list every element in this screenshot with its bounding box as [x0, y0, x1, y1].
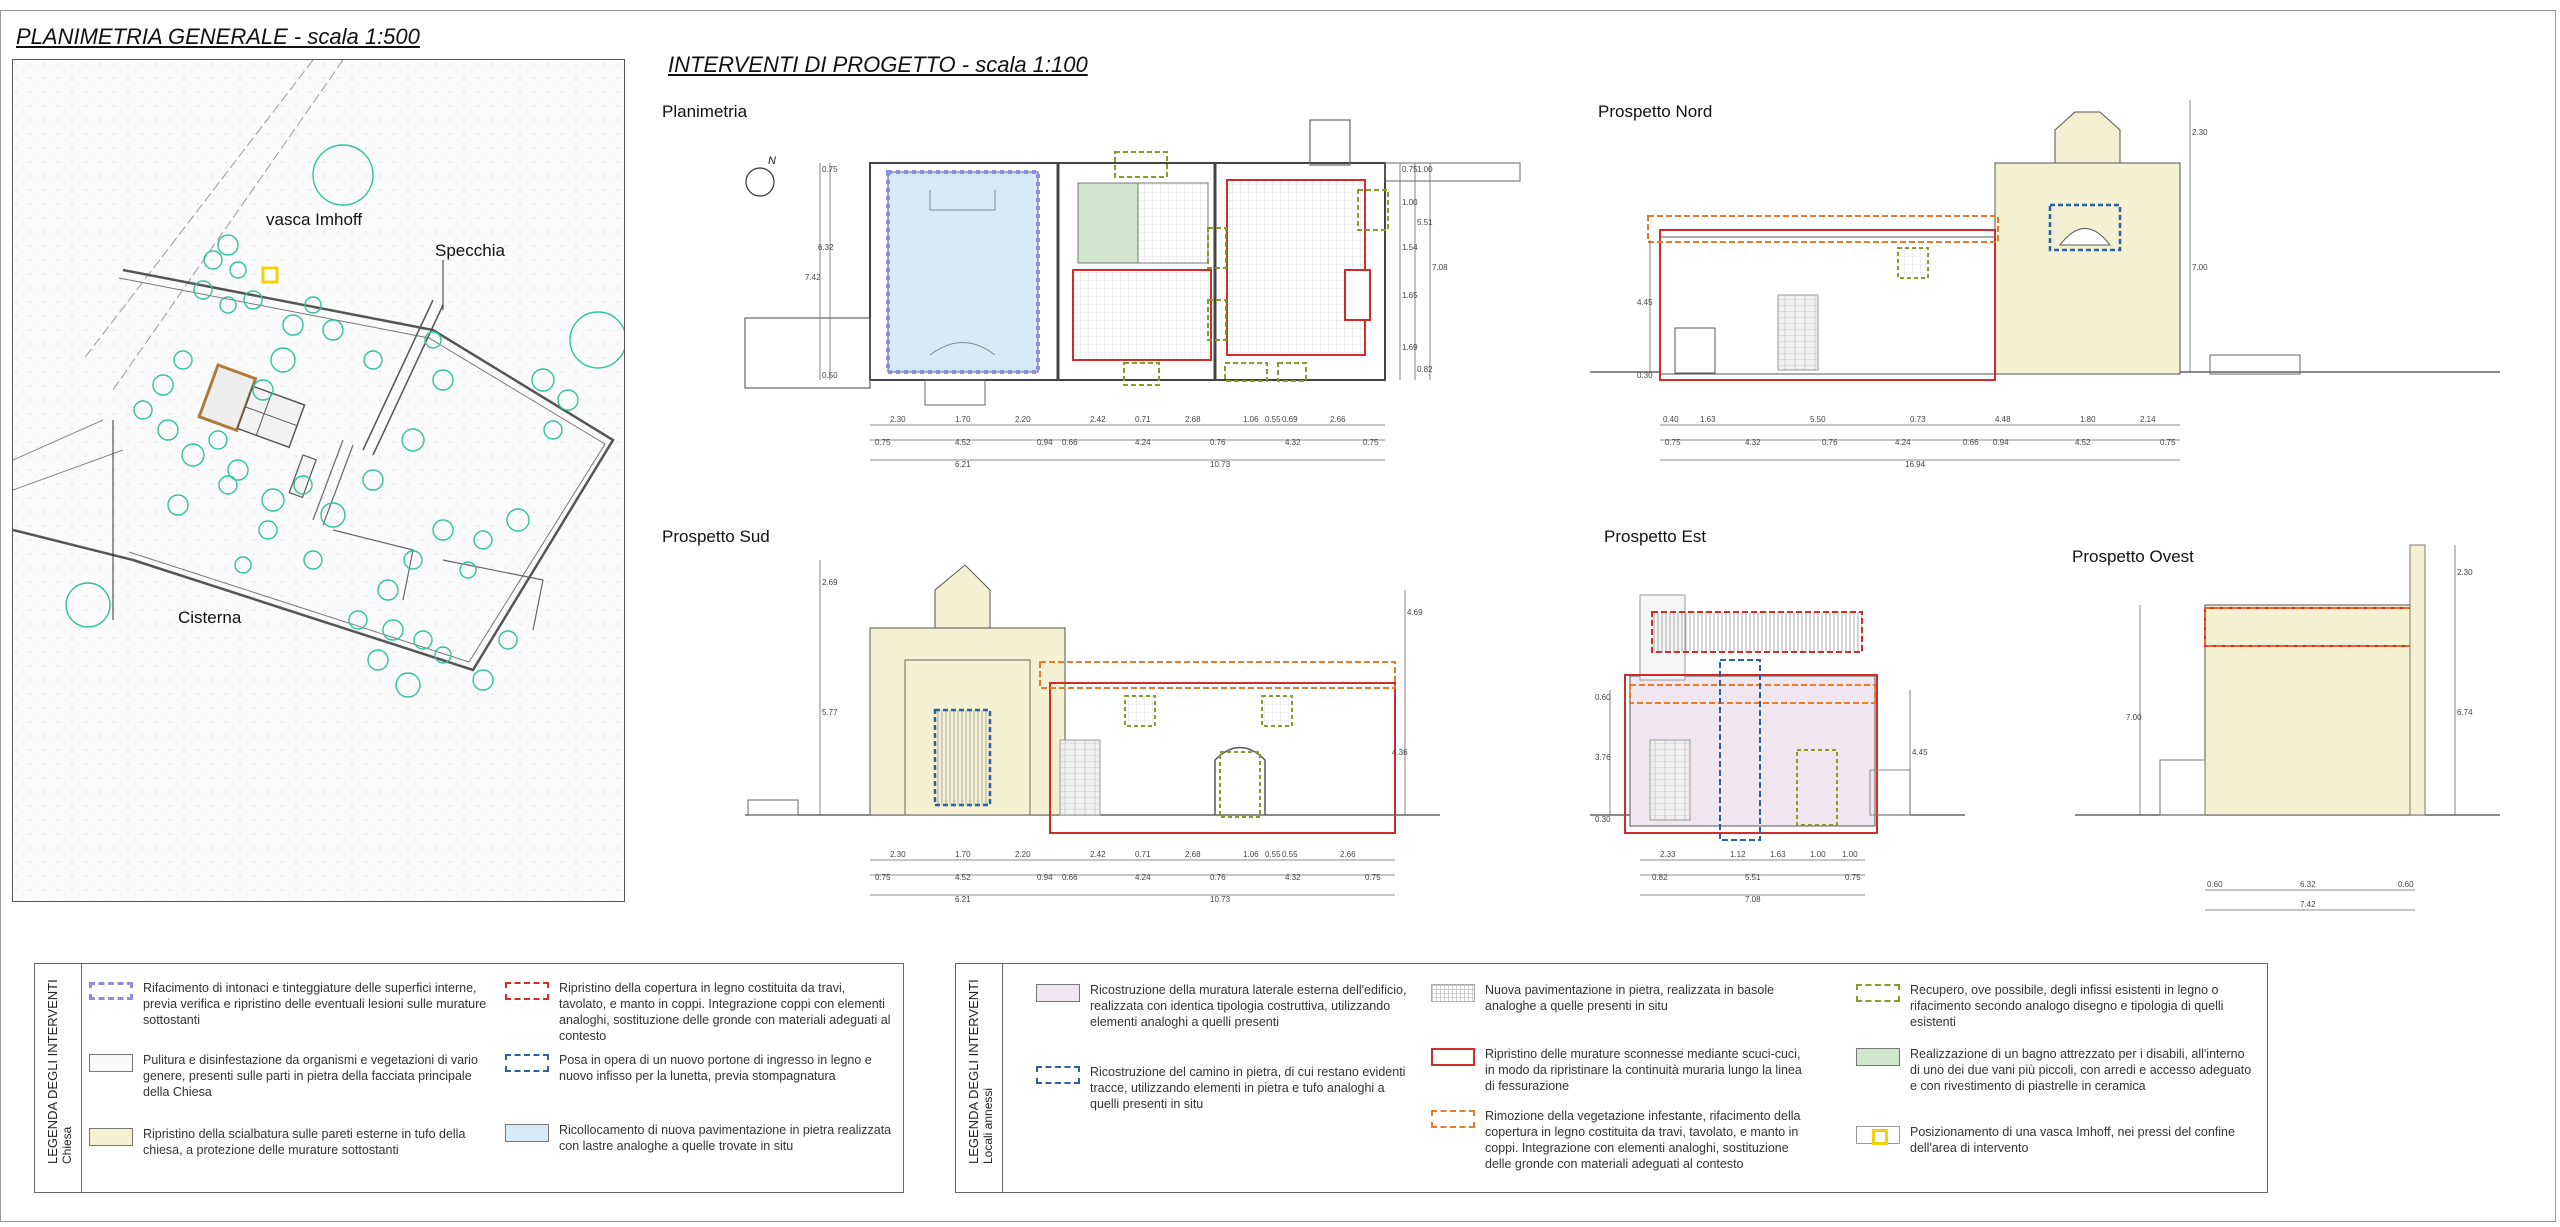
- svg-text:2.69: 2.69: [822, 578, 838, 587]
- svg-text:1.12: 1.12: [1730, 850, 1746, 859]
- svg-text:0.75: 0.75: [1363, 438, 1379, 447]
- svg-text:4.36: 4.36: [1392, 748, 1408, 757]
- legend-locali-item: Realizzazione di un bagno attrezzato per i disabili, all'interno di uno dei due vani più piccoli, con arredi e accesso adeguato e con rivestimento di piastrelle in ceramica: [1856, 1046, 2256, 1094]
- svg-text:4.32: 4.32: [1745, 438, 1761, 447]
- swatch-bagno: [1856, 1048, 1900, 1066]
- svg-text:2.20: 2.20: [1015, 850, 1031, 859]
- svg-text:4.24: 4.24: [1895, 438, 1911, 447]
- svg-text:6.32: 6.32: [2300, 880, 2316, 889]
- svg-text:0.50: 0.50: [822, 371, 838, 380]
- svg-text:0.55: 0.55: [1265, 415, 1281, 424]
- legend-chiesa-item: Ripristino della scialbatura sulle pareti esterne in tufo della chiesa, a protezione delle murature sottostanti: [89, 1126, 489, 1158]
- legend-chiesa-item: Pulitura e disinfestazione da organismi e vegetazioni di vario genere, presenti sulle parti in pietra della facciata principale della Chiesa: [89, 1052, 489, 1100]
- svg-text:0.75: 0.75: [1845, 873, 1861, 882]
- legend-chiesa-item: Rifacimento di intonaci e tinteggiature delle superfici interne, previa verifica e ripristino delle eventuali lesioni sulle murature sottostanti: [89, 980, 489, 1028]
- swatch-vasca-imhoff: [1856, 1126, 1900, 1144]
- svg-text:7.42: 7.42: [2300, 900, 2316, 909]
- svg-text:1.69: 1.69: [1402, 343, 1418, 352]
- svg-text:5.77: 5.77: [822, 708, 838, 717]
- svg-text:0.71: 0.71: [1135, 415, 1151, 424]
- swatch-scuci-cuci: [1431, 1048, 1475, 1066]
- north-arrow: [746, 164, 774, 200]
- svg-text:7.08: 7.08: [1432, 263, 1448, 272]
- svg-text:0.30: 0.30: [1637, 371, 1653, 380]
- svg-text:1.80: 1.80: [2080, 415, 2096, 424]
- svg-text:4.24: 4.24: [1135, 873, 1151, 882]
- svg-text:1.06: 1.06: [1243, 850, 1259, 859]
- svg-text:4.32: 4.32: [1285, 873, 1301, 882]
- vasca-imhoff-label: vasca Imhoff: [266, 210, 363, 229]
- planimetria-label: Planimetria: [662, 102, 748, 121]
- svg-text:0.94: 0.94: [1993, 438, 2009, 447]
- svg-text:2.42: 2.42: [1090, 415, 1106, 424]
- prospetto-sud-label: Prospetto Sud: [662, 527, 770, 546]
- legend-locali: [955, 963, 2268, 1193]
- svg-text:4.24: 4.24: [1135, 438, 1151, 447]
- svg-text:4.45: 4.45: [1912, 748, 1928, 757]
- cisterna-label: Cisterna: [178, 608, 242, 627]
- svg-text:0.75: 0.75: [875, 438, 891, 447]
- svg-text:3.76: 3.76: [1595, 753, 1611, 762]
- svg-text:0.75: 0.75: [822, 165, 838, 174]
- svg-text:5.50: 5.50: [1810, 415, 1826, 424]
- svg-text:0.82: 0.82: [1417, 365, 1433, 374]
- svg-text:0.66: 0.66: [1963, 438, 1979, 447]
- svg-text:1.06: 1.06: [1243, 415, 1259, 424]
- svg-text:7.08: 7.08: [1745, 895, 1761, 904]
- svg-text:0.71: 0.71: [1135, 850, 1151, 859]
- svg-text:0.30: 0.30: [1595, 815, 1611, 824]
- svg-text:4.69: 4.69: [1407, 608, 1423, 617]
- svg-text:2.30: 2.30: [890, 850, 906, 859]
- svg-text:10.73: 10.73: [1210, 895, 1231, 904]
- svg-text:6.32: 6.32: [818, 243, 834, 252]
- legend-chiesa: [34, 963, 904, 1193]
- svg-text:1.00: 1.00: [1810, 850, 1826, 859]
- svg-text:0.76: 0.76: [1210, 438, 1226, 447]
- swatch-vegetazione: [1431, 1110, 1475, 1128]
- north-arrow-text: N: [768, 155, 776, 167]
- swatch-camino: [1036, 1066, 1080, 1084]
- svg-text:4.32: 4.32: [1285, 438, 1301, 447]
- legend-locali-item: Recupero, ove possibile, degli infissi esistenti in legno o rifacimento secondo analogo disegno e tipologia di quelli esistenti: [1856, 982, 2256, 1030]
- svg-text:2.30: 2.30: [2192, 128, 2208, 137]
- svg-text:1.00: 1.00: [1417, 165, 1433, 174]
- svg-text:16.94: 16.94: [1905, 460, 1926, 469]
- swatch-muratura-laterale: [1036, 984, 1080, 1002]
- legend-chiesa-item: Ripristino della copertura in legno costituita da travi, tavolato, e manto in coppi. Integrazione coppi con elementi analoghi, sostituzione delle gronde con materiali adeguati al contesto: [505, 980, 895, 1044]
- svg-text:7.00: 7.00: [2192, 263, 2208, 272]
- legend-locali-item: Ripristino delle murature sconnesse mediante scuci-cuci, in modo da ripristinare la continuità muraria lungo la linea di fessurazione: [1431, 1046, 1811, 1094]
- svg-text:2.33: 2.33: [1660, 850, 1676, 859]
- swatch-nuova-pavimentazione: [1431, 984, 1475, 1002]
- svg-text:5.51: 5.51: [1745, 873, 1761, 882]
- swatch-copertura: [505, 982, 549, 1000]
- svg-text:0.76: 0.76: [1822, 438, 1838, 447]
- legend-locali-item: Posizionamento di una vasca Imhoff, nei pressi del confine dell'area di intervento: [1856, 1124, 2256, 1156]
- svg-text:0.60: 0.60: [2207, 880, 2223, 889]
- svg-text:1.70: 1.70: [955, 850, 971, 859]
- svg-text:1.00: 1.00: [1842, 850, 1858, 859]
- svg-text:0.82: 0.82: [1652, 873, 1668, 882]
- legend-locali-item: Ricostruzione della muratura laterale esterna dell'edificio, realizzata con identica tipologia costruttiva, utilizzando elementi analoghi a quelli presenti: [1036, 982, 1416, 1030]
- legend-locali-item: Nuova pavimentazione in pietra, realizzata in basole analoghe a quelle presenti in situ: [1431, 982, 1811, 1014]
- svg-text:0.66: 0.66: [1062, 438, 1078, 447]
- svg-text:7.00: 7.00: [2126, 713, 2142, 722]
- svg-text:4.52: 4.52: [955, 873, 971, 882]
- svg-text:6.74: 6.74: [2457, 708, 2473, 717]
- svg-text:0.73: 0.73: [1910, 415, 1926, 424]
- svg-text:0.69: 0.69: [1282, 415, 1298, 424]
- svg-text:2.14: 2.14: [2140, 415, 2156, 424]
- svg-text:0.75: 0.75: [875, 873, 891, 882]
- svg-text:0.94: 0.94: [1037, 873, 1053, 882]
- svg-text:2.68: 2.68: [1185, 415, 1201, 424]
- svg-text:0.76: 0.76: [1210, 873, 1226, 882]
- prospetto-ovest-label: Prospetto Ovest: [2072, 547, 2194, 566]
- svg-text:1.63: 1.63: [1700, 415, 1716, 424]
- swatch-infissi: [1856, 984, 1900, 1002]
- svg-text:10.73: 10.73: [1210, 460, 1231, 469]
- svg-text:1.00: 1.00: [1402, 198, 1418, 207]
- project-title: INTERVENTI DI PROGETTO - scala 1:100: [668, 52, 1088, 77]
- svg-text:4.52: 4.52: [2075, 438, 2091, 447]
- svg-text:0.75: 0.75: [1365, 873, 1381, 882]
- specchia-label: Specchia: [435, 241, 505, 260]
- svg-text:1.54: 1.54: [1402, 243, 1418, 252]
- swatch-pulitura: [89, 1054, 133, 1072]
- svg-text:1.65: 1.65: [1402, 291, 1418, 300]
- legend-locali-item: Ricostruzione del camino in pietra, di cui restano evidenti tracce, utilizzando elementi in pietra e tufo analoghi a quelli presenti in situ: [1036, 1064, 1416, 1112]
- site-plan-title: PLANIMETRIA GENERALE - scala 1:500: [16, 24, 420, 49]
- svg-text:1.70: 1.70: [955, 415, 971, 424]
- swatch-intonaci: [89, 982, 133, 1000]
- svg-text:0.94: 0.94: [1037, 438, 1053, 447]
- svg-text:2.66: 2.66: [1330, 415, 1346, 424]
- svg-text:0.75: 0.75: [1402, 165, 1418, 174]
- svg-text:2.20: 2.20: [1015, 415, 1031, 424]
- swatch-pavimentazione: [505, 1124, 549, 1142]
- svg-text:6.21: 6.21: [955, 895, 971, 904]
- swatch-portone: [505, 1054, 549, 1072]
- svg-text:7.42: 7.42: [805, 273, 821, 282]
- legend-chiesa-item: Posa in opera di un nuovo portone di ingresso in legno e nuovo infisso per la lunetta, previa stompagnatura: [505, 1052, 895, 1084]
- svg-text:2.30: 2.30: [2457, 568, 2473, 577]
- svg-text:2.42: 2.42: [1090, 850, 1106, 859]
- svg-text:6.21: 6.21: [955, 460, 971, 469]
- svg-text:0.75: 0.75: [2160, 438, 2176, 447]
- svg-text:4.52: 4.52: [955, 438, 971, 447]
- svg-text:4.45: 4.45: [1637, 298, 1653, 307]
- svg-text:0.40: 0.40: [1663, 415, 1679, 424]
- plan-dim-top: 2.30: [890, 415, 906, 424]
- svg-text:2.66: 2.66: [1340, 850, 1356, 859]
- svg-text:1.63: 1.63: [1770, 850, 1786, 859]
- svg-text:4.48: 4.48: [1995, 415, 2011, 424]
- svg-text:0.55: 0.55: [1265, 850, 1281, 859]
- legend-chiesa-heading: LEGENDA DEGLI INTERVENTI Chiesa: [45, 979, 74, 1164]
- svg-text:0.55: 0.55: [1282, 850, 1298, 859]
- svg-text:0.75: 0.75: [1665, 438, 1681, 447]
- prospetto-est-label: Prospetto Est: [1604, 527, 1707, 546]
- legend-locali-item: Rimozione della vegetazione infestante, rifacimento della copertura in legno costituita da travi, tavolato, e manto in coppi. Integrazione con elementi analoghi, sostituzione delle gronde con materiali adeguati al contesto: [1431, 1108, 1811, 1172]
- svg-text:0.66: 0.66: [1062, 873, 1078, 882]
- legend-chiesa-item: Ricollocamento di nuova pavimentazione in pietra realizzata con lastre analoghe a quelle trovate in situ: [505, 1122, 895, 1154]
- svg-text:2.68: 2.68: [1185, 850, 1201, 859]
- swatch-scialbatura: [89, 1128, 133, 1146]
- legend-locali-heading: LEGENDA DEGLI INTERVENTI Locali annessi: [966, 979, 995, 1164]
- prospetto-nord-label: Prospetto Nord: [1598, 102, 1713, 121]
- svg-text:0.60: 0.60: [1595, 693, 1611, 702]
- svg-text:5.51: 5.51: [1417, 218, 1433, 227]
- svg-text:0.60: 0.60: [2398, 880, 2414, 889]
